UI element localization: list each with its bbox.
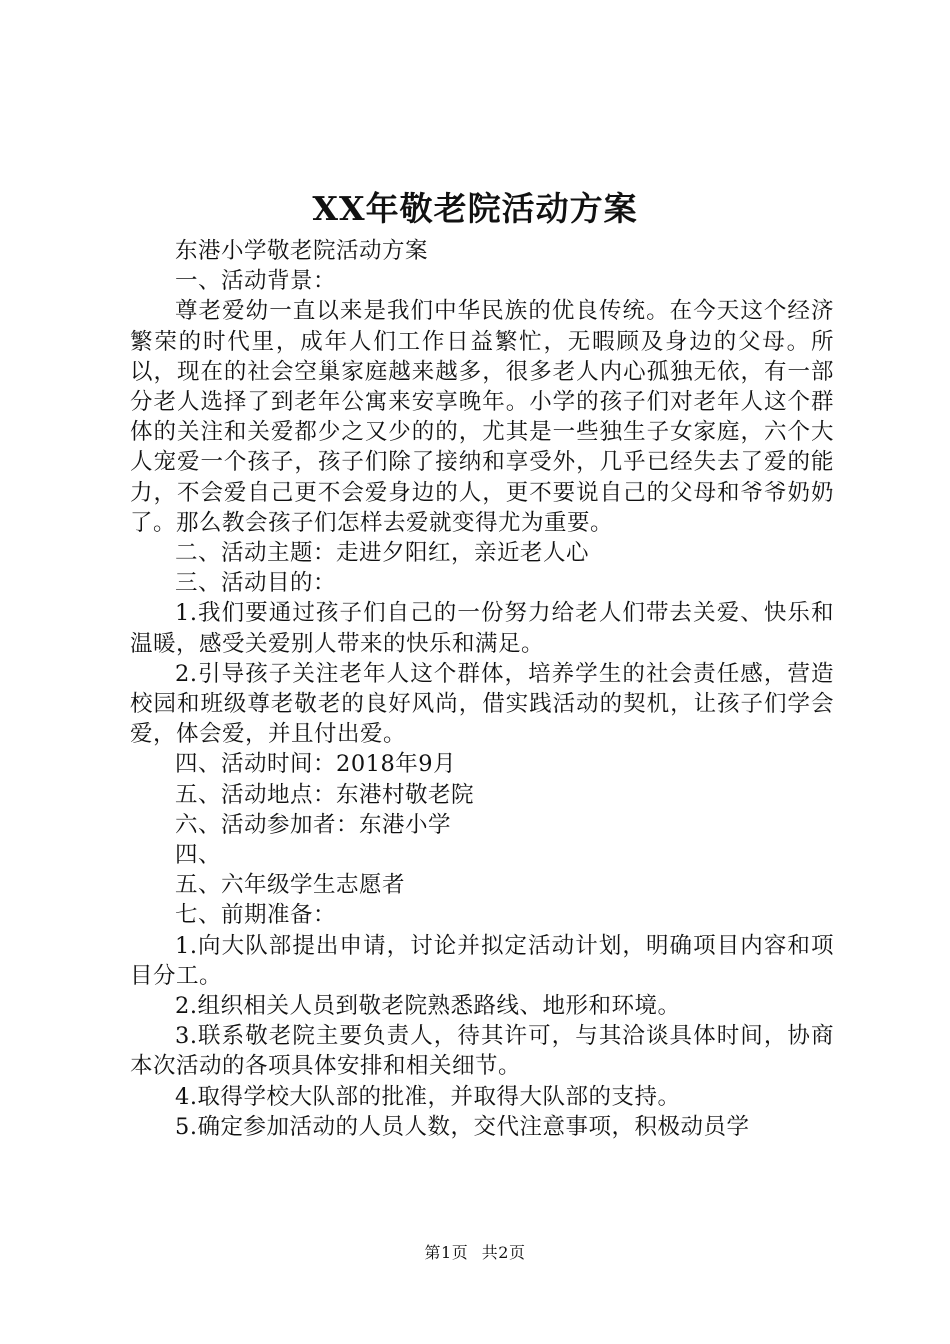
paragraph-section-participants: 六、活动参加者：东港小学	[175, 811, 452, 838]
paragraph-section-location: 五、活动地点：东港村敬老院	[175, 781, 475, 808]
paragraph-volunteers: 五、六年级学生志愿者	[175, 872, 406, 899]
paragraph-background-text: 尊老爱幼一直以来是我们中华民族的优良传统。在今天这个经济繁荣的时代里，成年人们工作日益繁忙，无暇顾及身边的父母。所以，现在的社会空巢家庭越来越多，很多老人内心孤独无依，有一部分老人选择了到老年公寓来安享晚年。小学的孩子们对老年人这个群体的关注和关爱都少之又少的的，尤其是一些独生子女家庭，六个大人宠爱一个孩子，孩子们除了接纳和享受外，几乎已经失去了爱的能力，不会爱自己更不会爱身边的人，更不要说自己的父母和爷爷奶奶了。那么教会孩子们怎样去爱就变得尤为重要。	[130, 298, 834, 536]
paragraph-prep-1: 1.向大队部提出申请，讨论并拟定活动计划，明确项目内容和项目分工。	[130, 932, 834, 989]
paragraph-subtitle: 东港小学敬老院活动方案	[175, 238, 429, 264]
document-title: XX年敬老院活动方案	[312, 189, 638, 228]
paragraph-purpose-2: 2.引导孩子关注老年人这个群体，培养学生的社会责任感，营造校园和班级尊老敬老的良好风尚，借实践活动的契机，让孩子们学会爱，体会爱，并且付出爱。	[130, 660, 834, 748]
paragraph-section-purpose: 三、活动目的：	[175, 570, 337, 597]
paragraph-section-background: 一、活动背景：	[175, 268, 337, 295]
paragraph-four: 四、	[175, 842, 222, 869]
paragraph-prep-5: 5.确定参加活动的人员人数，交代注意事项，积极动员学	[175, 1113, 750, 1140]
document-body	[130, 236, 834, 1142]
page-total: 共2页	[481, 1243, 526, 1262]
paragraph-prep-4: 4.取得学校大队部的批准，并取得大队部的支持。	[175, 1083, 681, 1110]
paragraph-prep-2: 2.组织相关人员到敬老院熟悉路线、地形和环境。	[175, 993, 681, 1020]
paragraph-section-time: 四、活动时间：2018年9月	[175, 751, 457, 778]
paragraph-purpose-1: 1.我们要通过孩子们自己的一份努力给老人们带去关爱、快乐和温暖，感受关爱别人带来的快乐和满足。	[130, 600, 834, 657]
page-number: 第1页	[424, 1243, 469, 1262]
paragraph-section-theme: 二、活动主题：走进夕阳红，亲近老人心	[175, 540, 590, 567]
paragraph-section-preparation: 七、前期准备：	[175, 902, 337, 929]
paragraph-prep-3: 3.联系敬老院主要负责人，待其许可，与其洽谈具体时间，协商本次活动的各项具体安排和相关细节。	[130, 1023, 834, 1080]
page-footer	[0, 1240, 950, 1263]
